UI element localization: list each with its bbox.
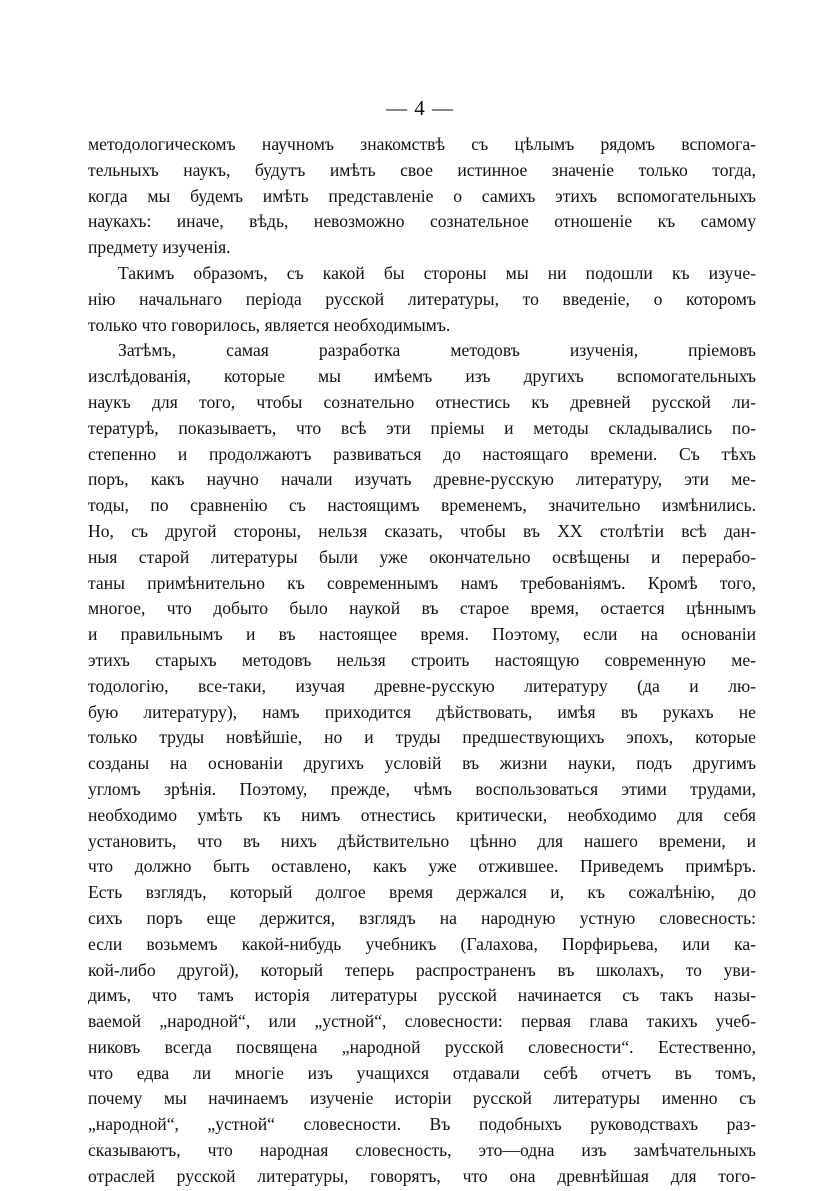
text-line: необходимо умѣть къ нимъ отнестись критически, необходимо для себя bbox=[88, 804, 756, 825]
text-line: если возьмемъ какой-нибудь учебникъ (Галахова, Порфирьева, или ка- bbox=[88, 933, 756, 954]
text-line: степенно и продолжаютъ развиваться до настоящаго времени. Съ тѣхъ bbox=[88, 443, 756, 464]
text-line: тельныхъ наукъ, будутъ имѣть свое истинное значеніе только тогда, bbox=[88, 159, 756, 180]
text-line: наукахъ: иначе, вѣдь, невозможно сознательное отношеніе къ самому bbox=[88, 211, 756, 232]
text-line: таны примѣнительно къ современнымъ намъ требованіямъ. Кромѣ того, bbox=[88, 572, 756, 593]
text-line: что едва ли многіе изъ учащихся отдавали себѣ отчетъ въ томъ, bbox=[88, 1062, 756, 1083]
text-line: когда мы будемъ имѣть представленіе о самихъ этихъ вспомогательныхъ bbox=[88, 185, 756, 206]
text-line: только труды новѣйшіе, но и труды предшествующихъ эпохъ, которые bbox=[88, 727, 756, 748]
text-line: созданы на основаніи другихъ условій въ жизни науки, подъ другимъ bbox=[88, 753, 756, 774]
text-line: сказываютъ, что народная словесность, это—одна изъ замѣчательныхъ bbox=[88, 1140, 756, 1161]
text-line: тературѣ, показываетъ, что всѣ эти пріемы и методы складывались по- bbox=[88, 417, 756, 438]
text-line: предмету изученія. bbox=[88, 237, 231, 258]
body-text bbox=[88, 132, 756, 1190]
text-line: наукъ для того, чтобы сознательно отнестись къ древней русской ли- bbox=[88, 391, 756, 412]
text-line: тодологію, все-таки, изучая древне-русскую литературу (да и лю- bbox=[88, 675, 756, 696]
text-line: сихъ поръ еще держится, взглядъ на народную устную словесность: bbox=[88, 907, 756, 928]
text-line: тоды, по сравненію съ настоящимъ временемъ, значительно измѣнились. bbox=[88, 495, 756, 516]
text-line: ваемой „народной“, или „устной“, словесности: первая глава такихъ учеб- bbox=[88, 1011, 756, 1032]
text-line: почему мы начинаемъ изученіе исторіи русской литературы именно съ bbox=[88, 1088, 756, 1109]
text-line: отраслей русской литературы, говорятъ, что она древнѣйшая для того- bbox=[88, 1165, 756, 1186]
text-line: этихъ старыхъ методовъ нельзя строить настоящую современную ме- bbox=[88, 649, 756, 670]
text-line: никовъ всегда посвящена „народной русской словесности“. Естественно, bbox=[88, 1036, 756, 1057]
text-line: и правильнымъ и въ настоящее время. Поэтому, если на основаніи bbox=[88, 624, 756, 645]
text-line: Но, съ другой стороны, нельзя сказать, чтобы въ XX столѣтіи всѣ дан- bbox=[88, 520, 756, 541]
text-line: нію начальнаго періода русской литературы, то введеніе, о которомъ bbox=[88, 288, 756, 309]
text-line: „народной“, „устной“ словесности. Въ подобныхъ руководствахъ раз- bbox=[88, 1114, 756, 1135]
text-line: Такимъ образомъ, съ какой бы стороны мы ни подошли къ изуче- bbox=[118, 262, 756, 283]
text-line: что должно быть оставлено, какъ уже отжившее. Приведемъ примѣръ. bbox=[88, 856, 756, 877]
text-line: изслѣдованія, которые мы имѣемъ изъ другихъ вспомогательныхъ bbox=[88, 366, 756, 387]
text-line: установить, что въ нихъ дѣйствительно цѣнно для нашего времени, и bbox=[88, 830, 756, 851]
text-line: кой-либо другой), который теперь распространенъ въ школахъ, то уви- bbox=[88, 959, 756, 980]
text-line: Есть взглядъ, который долгое время держался и, къ сожалѣнію, до bbox=[88, 882, 756, 903]
text-line: только что говорилось, является необходимымъ. bbox=[88, 314, 451, 335]
page-number: — 4 — bbox=[386, 96, 454, 120]
text-line: ныя старой литературы были уже окончательно освѣщены и перерабо- bbox=[88, 546, 756, 567]
text-line: Затѣмъ, самая разработка методовъ изученія, пріемовъ bbox=[118, 340, 756, 361]
text-line: методологическомъ научномъ знакомствѣ съ цѣлымъ рядомъ вспомога- bbox=[88, 134, 756, 154]
text-line: димъ, что тамъ исторія литературы русской начинается съ такъ назы- bbox=[88, 985, 756, 1006]
text-line: многое, что добыто было наукой въ старое время, остается цѣннымъ bbox=[88, 598, 756, 619]
text-line: угломъ зрѣнія. Поэтому, прежде, чѣмъ воспользоваться этими трудами, bbox=[88, 778, 756, 799]
text-line: поръ, какъ научно начали изучать древне-русскую литературу, эти ме- bbox=[88, 469, 756, 490]
text-line: бую литературу), намъ приходится дѣйствовать, имѣя въ рукахъ не bbox=[88, 701, 756, 722]
